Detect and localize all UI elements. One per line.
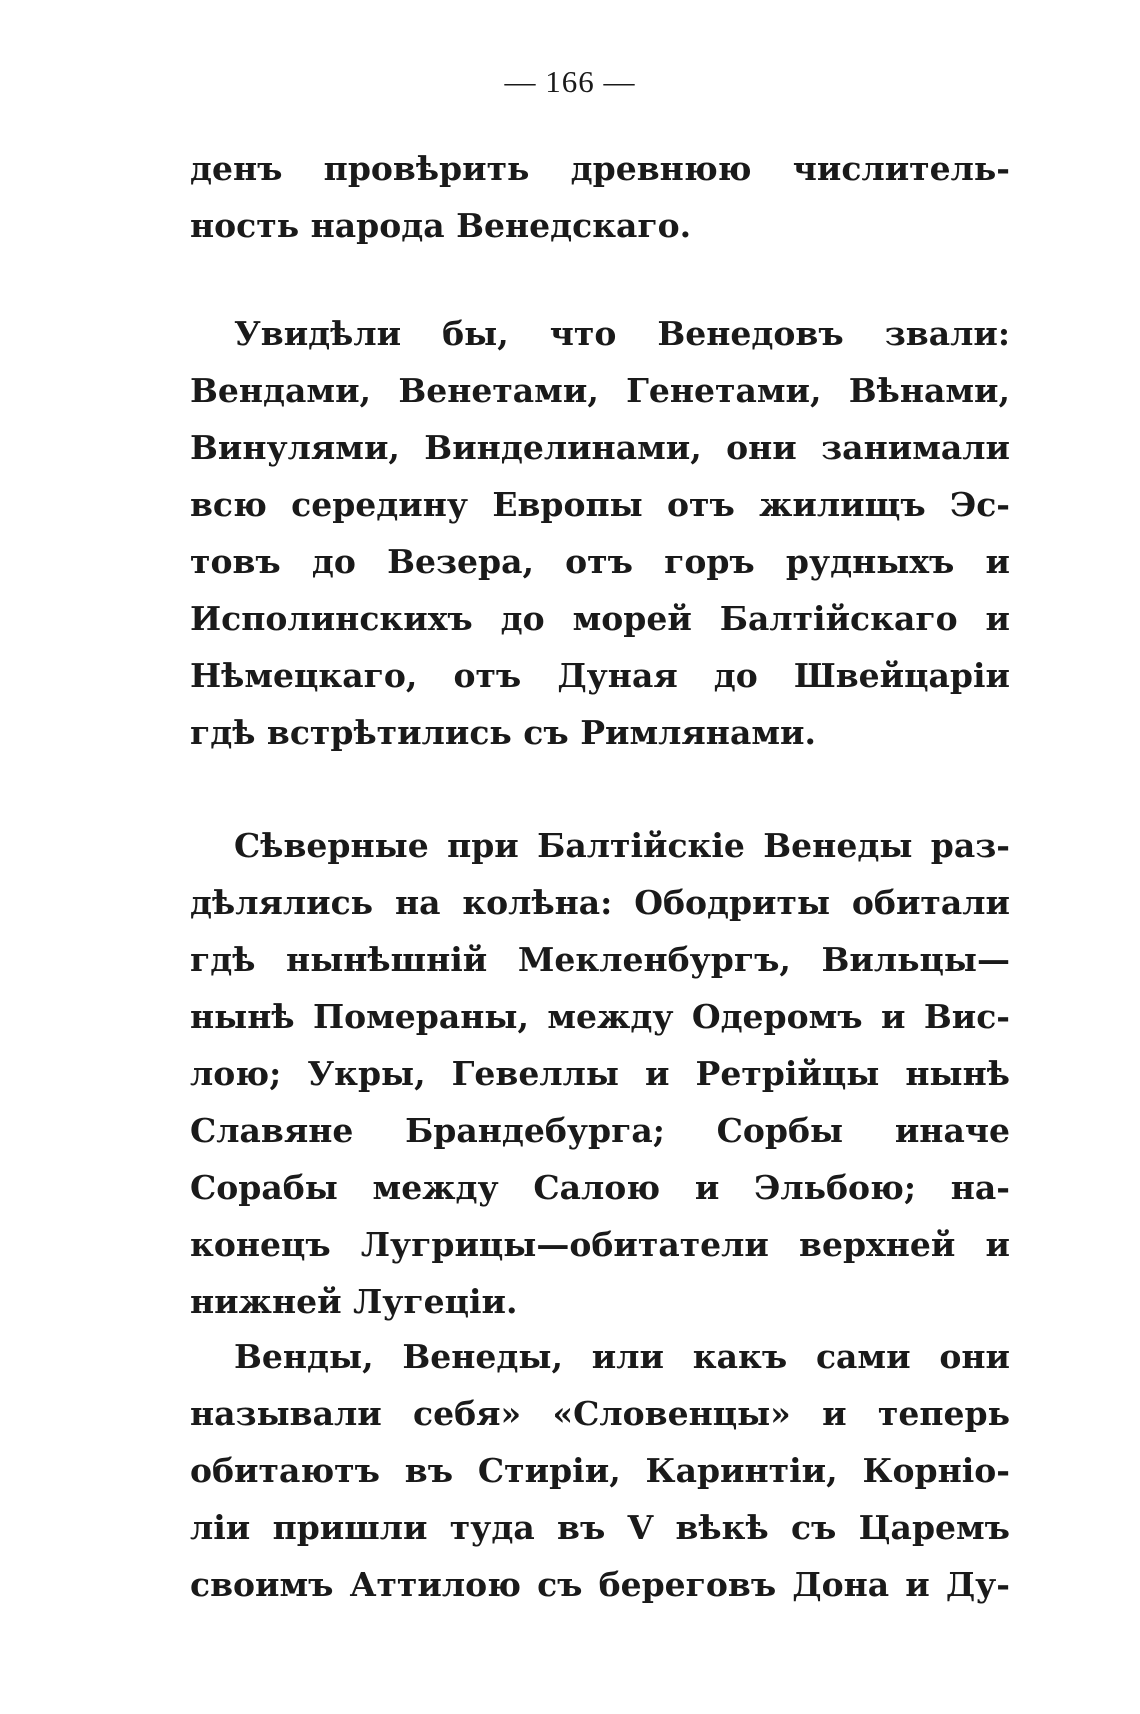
text-line: дѣлялись на колѣна: Ободриты обитали (190, 883, 1010, 922)
text-line: товъ до Везера, отъ горъ рудныхъ и (190, 542, 1010, 581)
paragraph-1 (190, 140, 1010, 254)
page-number: — 166 — (504, 64, 636, 99)
text-line: гдѣ встрѣтились съ Римлянами. (190, 713, 816, 752)
text-line: ліи пришли туда въ V вѣкѣ съ Царемъ (190, 1508, 1010, 1547)
text-line: нынѣ Померaны, между Одеромъ и Вис- (190, 997, 1010, 1036)
text-line: Винулями, Винделинами, они занимали (190, 428, 1010, 467)
text-line: Сѣверные при Балтійскіе Венеды раз- (234, 826, 1010, 865)
text-line: лою; Укры, Гевеллы и Ретрійцы нынѣ (190, 1054, 1010, 1093)
text-line: нижней Лугеціи. (190, 1282, 518, 1321)
text-line: Исполинскихъ до морей Балтійскаго и (190, 599, 1010, 638)
text-line: Сорабы между Салою и Эльбою; на- (190, 1168, 1010, 1207)
text-line: денъ провѣрить древнюю числитель- (190, 149, 1010, 188)
paragraph-2 (190, 305, 1010, 761)
text-line: гдѣ нынѣшній Мекленбургъ, Вильцы— (190, 940, 1010, 979)
paragraph-3 (190, 817, 1010, 1330)
text-line: конецъ Лугрицы—обитатели верхней и (190, 1225, 1010, 1264)
text-line: называли себя» «Словенцы» и теперь (190, 1394, 1010, 1433)
text-line: Славяне Брандебурга; Сорбы иначе (190, 1111, 1010, 1150)
text-line: Венды, Венеды, или какъ сами они (234, 1337, 1010, 1376)
text-line: Увидѣли бы, что Венедовъ звали: (234, 314, 1010, 353)
text-line: всю середину Европы отъ жилищъ Эс- (190, 485, 1010, 524)
text-line: Вендами, Венетами, Генетами, Вѣнами, (190, 371, 1010, 410)
text-line: ность народа Венедскаго. (190, 206, 692, 245)
paragraph-4 (190, 1328, 1010, 1613)
text-line: Нѣмецкаго, отъ Дуная до Швейцаріи (190, 656, 1010, 695)
text-line: своимъ Аттилою съ береговъ Дона и Ду- (190, 1565, 1010, 1604)
text-line: обитаютъ въ Стиріи, Каринтіи, Корніо- (190, 1451, 1010, 1490)
